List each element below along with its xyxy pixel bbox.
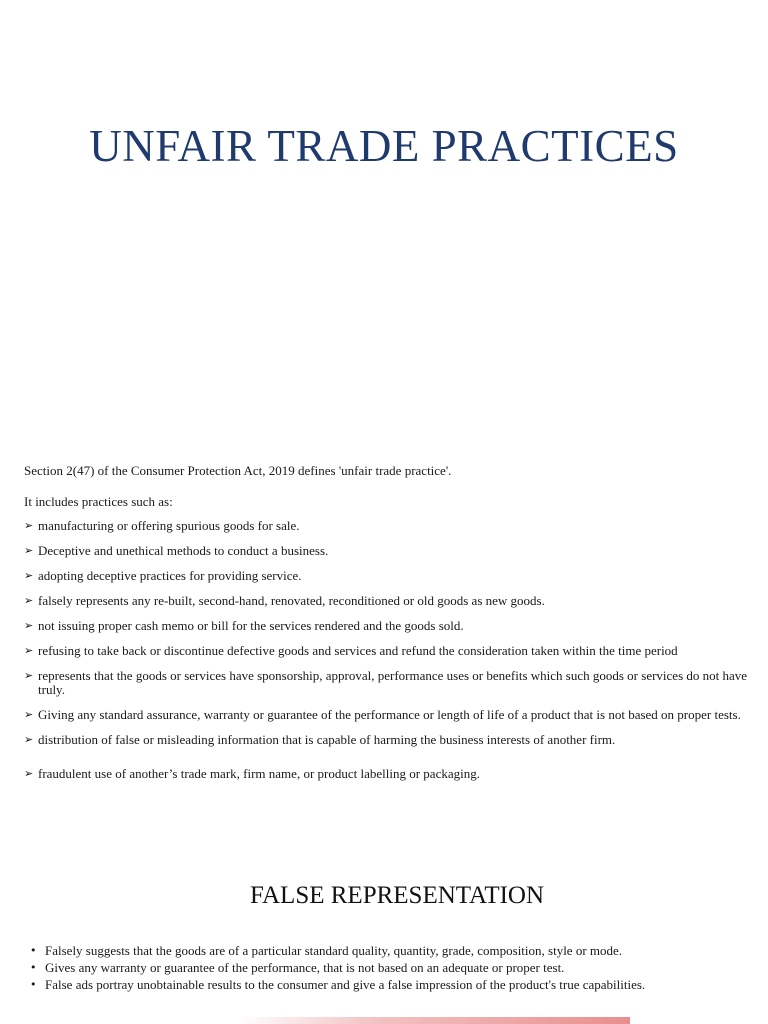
arrow-bullet-icon: ➢ — [24, 709, 34, 721]
bullet-icon: • — [30, 944, 37, 957]
list-item-text: Giving any standard assurance, warranty or guarantee of the performance or length of life of a product that is not based on proper tests. — [38, 707, 741, 722]
list-item — [24, 544, 754, 558]
arrow-bullet-icon: ➢ — [24, 595, 34, 607]
arrow-bullet-icon: ➢ — [24, 645, 34, 657]
list-item-text: adopting deceptive practices for providing service. — [38, 568, 302, 583]
list-item — [24, 767, 754, 781]
list-item-text: Deceptive and unethical methods to conduct a business. — [38, 543, 329, 558]
arrow-bullet-icon: ➢ — [24, 734, 34, 746]
section-heading: FALSE REPRESENTATION — [249, 882, 545, 909]
arrow-bullet-icon: ➢ — [24, 620, 34, 632]
footer-accent-bar — [238, 1017, 630, 1024]
intro-text: It includes practices such as: — [24, 494, 173, 509]
list-item-text: refusing to take back or discontinue defective goods and services and refund the consideration taken within the time period — [38, 643, 678, 658]
list-item-text: False ads portray unobtainable results to the consumer and give a false impression of the product's true capabilities. — [45, 977, 646, 992]
list-item — [30, 976, 750, 993]
list-item — [24, 644, 754, 658]
false-representation-list — [30, 942, 750, 993]
list-item — [24, 569, 754, 583]
page-title: UNFAIR TRADE PRACTICES — [89, 121, 679, 171]
bullet-icon: • — [30, 978, 37, 991]
arrow-bullet-icon: ➢ — [24, 670, 34, 682]
list-item-text: distribution of false or misleading information that is capable of harming the business interests of another firm. — [38, 732, 616, 747]
list-item — [24, 619, 754, 633]
arrow-bullet-icon: ➢ — [24, 570, 34, 582]
list-item-text: Gives any warranty or guarantee of the performance, that is not based on an adequate or proper test. — [45, 960, 565, 975]
bullet-icon: • — [30, 961, 37, 974]
list-item-text: not issuing proper cash memo or bill for the services rendered and the goods sold. — [38, 618, 464, 633]
list-item — [30, 942, 750, 959]
unfair-practices-list — [24, 519, 754, 792]
list-item-text: Falsely suggests that the goods are of a particular standard quality, quantity, grade, composition, style or mode. — [45, 943, 623, 958]
list-item — [30, 959, 750, 976]
list-item — [24, 669, 754, 697]
list-item — [24, 519, 754, 533]
list-item-text: fraudulent use of another’s trade mark, firm name, or product labelling or packaging. — [38, 766, 480, 781]
list-item — [24, 708, 754, 722]
list-item-text: represents that the goods or services have sponsorship, approval, performance uses or benefits which such goods or services do not have truly. — [38, 668, 748, 697]
arrow-bullet-icon: ➢ — [24, 768, 34, 780]
list-item-text: falsely represents any re-built, second-hand, renovated, reconditioned or old goods as new goods. — [38, 593, 545, 608]
section-definition: Section 2(47) of the Consumer Protection Act, 2019 defines 'unfair trade practice'. — [24, 463, 452, 478]
list-item — [24, 594, 754, 608]
arrow-bullet-icon: ➢ — [24, 520, 34, 532]
arrow-bullet-icon: ➢ — [24, 545, 34, 557]
list-item-text: manufacturing or offering spurious goods for sale. — [38, 518, 300, 533]
list-item — [24, 733, 754, 747]
